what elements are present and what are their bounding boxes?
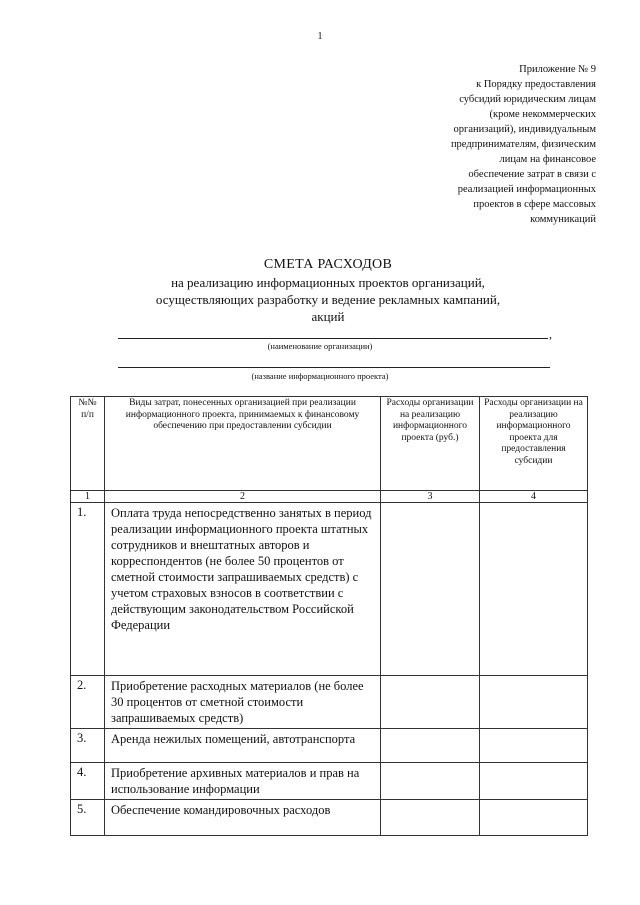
appendix-line: проектов в сфере массовых <box>473 199 596 210</box>
row-subsidy-expenses[interactable] <box>480 763 588 800</box>
row-number: 2. <box>71 676 105 729</box>
appendix-line: коммуникаций <box>530 214 596 225</box>
row-subsidy-expenses[interactable] <box>480 676 588 729</box>
appendix-line: субсидий юридическим лицам <box>459 94 596 105</box>
document-title <box>70 256 586 325</box>
estimate-table <box>70 396 588 836</box>
page-number: 1 <box>317 31 323 42</box>
appendix-line: обеспечение затрат в связи с <box>468 169 596 180</box>
appendix-line: предпринимателям, физическим <box>450 139 596 150</box>
title-main: СМЕТА РАСХОДОВ <box>263 257 393 272</box>
row-subsidy-expenses[interactable] <box>480 729 588 763</box>
row-org-expenses[interactable] <box>381 729 480 763</box>
row-number: 4. <box>71 763 105 800</box>
row-org-expenses[interactable] <box>381 503 480 676</box>
project-name-line <box>118 357 550 368</box>
appendix-line: к Порядку предоставления <box>476 79 596 90</box>
table-row <box>71 503 588 676</box>
title-subline: на реализацию информационных проектов организаций, <box>171 275 485 290</box>
row-org-expenses[interactable] <box>381 763 480 800</box>
column-number: 4 <box>480 491 588 503</box>
row-org-expenses[interactable] <box>381 676 480 729</box>
row-number: 1. <box>71 503 105 676</box>
header-org-expenses: Расходы организации на реализацию информационного проекта (руб.) <box>381 397 480 491</box>
row-cost-type: Приобретение расходных материалов (не более 30 процентов от сметной стоимости запрашиваемых средств) <box>105 676 381 729</box>
row-subsidy-expenses[interactable] <box>480 503 588 676</box>
appendix-line: реализацией информационных <box>457 184 596 195</box>
table-row <box>71 676 588 729</box>
org-name-line <box>118 328 548 339</box>
title-subline: акций <box>311 309 345 324</box>
row-cost-type: Обеспечение командировочных расходов <box>105 800 381 836</box>
appendix-line: (кроме некоммерческих <box>489 109 596 120</box>
header-cost-type: Виды затрат, понесенных организацией при реализации информационного проекта, принимаемых к финансовому обеспечению при предоставлении субсидии <box>105 397 381 491</box>
appendix-line: лицам на финансовое <box>499 154 596 165</box>
table-row <box>71 763 588 800</box>
appendix-line: Приложение № 9 <box>519 64 596 75</box>
org-name-comma: , <box>549 327 552 341</box>
column-number-row <box>71 491 588 503</box>
row-cost-type: Приобретение архивных материалов и прав на использование информации <box>105 763 381 800</box>
row-number: 5. <box>71 800 105 836</box>
appendix-note <box>380 62 596 227</box>
table-header-row <box>71 397 588 491</box>
appendix-line: организаций), индивидуальным <box>453 124 596 135</box>
row-number: 3. <box>71 729 105 763</box>
row-cost-type: Аренда нежилых помещений, автотранспорта <box>105 729 381 763</box>
row-cost-type: Оплата труда непосредственно занятых в период реализации информационного проекта штатных сотрудников и внештатных авторов и корреспондентов (не более 50 процентов от сметной стоимости запрашиваемых средств) с учетом страховых взносов в соответствии с действующим законодательством Российской Федерации <box>105 503 381 676</box>
row-org-expenses[interactable] <box>381 800 480 836</box>
title-subline: осуществляющих разработку и ведение рекламных кампаний, <box>155 292 501 307</box>
column-number: 2 <box>105 491 381 503</box>
column-number: 3 <box>381 491 480 503</box>
table-row <box>71 729 588 763</box>
header-subsidy-expenses: Расходы организации на реализацию информационного проекта для предоставления субсидии <box>480 397 588 491</box>
org-name-caption: (наименование организации) <box>267 341 373 351</box>
column-number: 1 <box>71 491 105 503</box>
project-name-caption: (название информационного проекта) <box>251 371 389 381</box>
row-subsidy-expenses[interactable] <box>480 800 588 836</box>
header-number: №№ п/п <box>71 397 105 491</box>
table-row <box>71 800 588 836</box>
